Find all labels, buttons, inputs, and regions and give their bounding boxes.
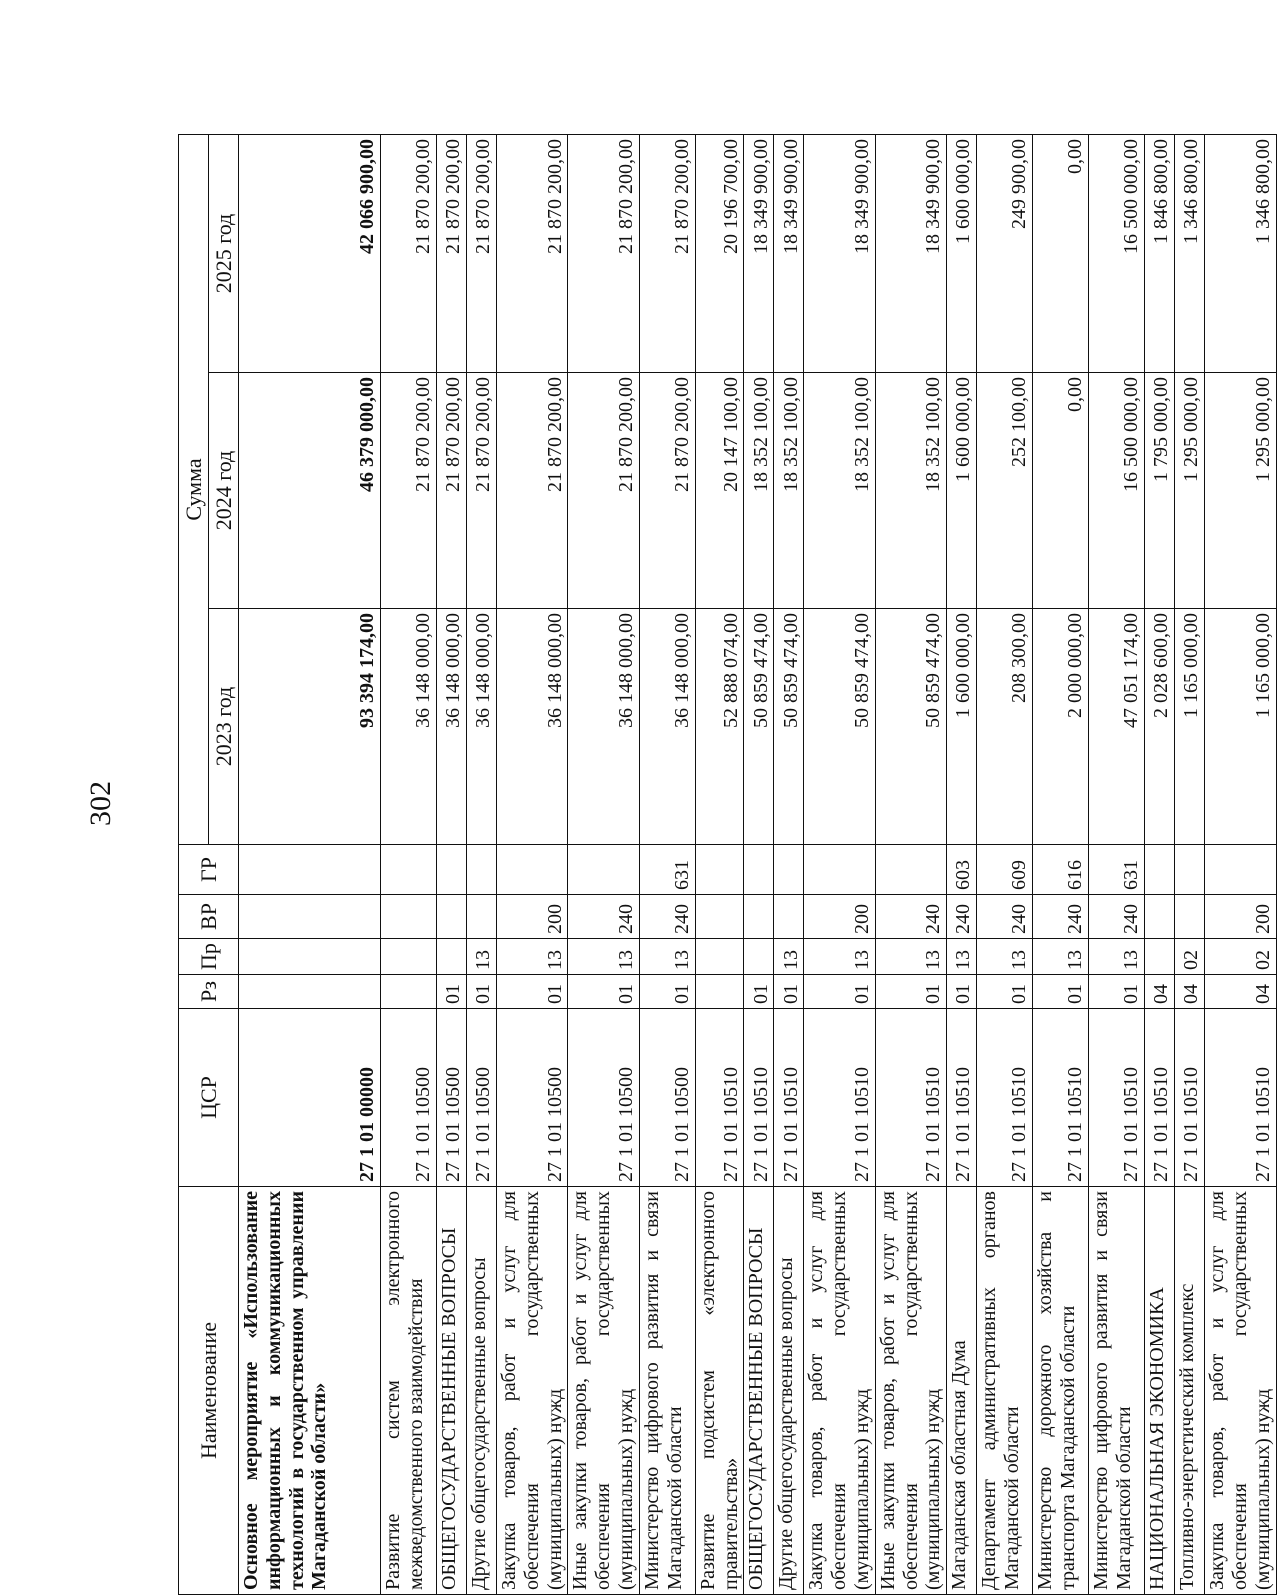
row-amount-2023: 52 888 074,00 <box>695 609 744 845</box>
row-amount-2024: 1 295 000,00 <box>1175 373 1205 609</box>
row-rz <box>239 975 381 1009</box>
header-year-2025: 2025 год <box>209 135 239 373</box>
row-gr: 616 <box>1033 845 1089 895</box>
row-pr <box>695 939 744 975</box>
row-pr: 13 <box>467 939 497 975</box>
row-gr <box>695 845 744 895</box>
table-row <box>774 135 804 1595</box>
table-row <box>695 135 744 1595</box>
row-gr <box>774 845 804 895</box>
row-pr: 13 <box>774 939 804 975</box>
row-amount-2023: 50 859 474,00 <box>804 609 875 845</box>
table-row <box>467 135 497 1595</box>
row-amount-2024: 21 870 200,00 <box>639 373 695 609</box>
row-amount-2025: 21 870 200,00 <box>381 135 437 373</box>
row-amount-2024: 21 870 200,00 <box>568 373 639 609</box>
row-vr: 240 <box>977 895 1033 939</box>
row-amount-2023: 36 148 000,00 <box>467 609 497 845</box>
row-vr: 240 <box>875 895 946 939</box>
row-pr: 02 <box>1175 939 1205 975</box>
row-gr <box>437 845 467 895</box>
row-amount-2023: 36 148 000,00 <box>639 609 695 845</box>
row-amount-2023: 1 600 000,00 <box>947 609 977 845</box>
row-csr: 27 1 01 10510 <box>1033 1009 1089 1187</box>
row-rz: 01 <box>744 975 774 1009</box>
row-rz: 01 <box>1089 975 1145 1009</box>
row-pr: 13 <box>804 939 875 975</box>
row-pr: 13 <box>497 939 568 975</box>
row-gr <box>875 845 946 895</box>
row-amount-2025: 18 349 900,00 <box>875 135 946 373</box>
header-csr: ЦСР <box>179 1009 239 1187</box>
header-gr: ГР <box>179 845 239 895</box>
header-year-2023: 2023 год <box>209 609 239 845</box>
row-vr: 200 <box>1205 895 1276 939</box>
row-amount-2024: 252 100,00 <box>977 373 1033 609</box>
row-gr <box>239 845 381 895</box>
row-pr: 13 <box>1089 939 1145 975</box>
table-row <box>568 135 639 1595</box>
row-vr: 240 <box>947 895 977 939</box>
row-csr: 27 1 01 10510 <box>774 1009 804 1187</box>
row-amount-2024: 1 600 000,00 <box>947 373 977 609</box>
header-rz: Рз <box>179 975 239 1009</box>
row-name: Иные закупки товаров, работ и услуг для обеспечения государственных (муниципальных) нужд <box>568 1187 639 1595</box>
row-pr <box>381 939 437 975</box>
row-amount-2025: 20 196 700,00 <box>695 135 744 373</box>
row-rz: 01 <box>947 975 977 1009</box>
row-amount-2025: 21 870 200,00 <box>639 135 695 373</box>
table-row <box>1089 135 1145 1595</box>
row-vr <box>437 895 467 939</box>
row-gr <box>568 845 639 895</box>
row-csr: 27 1 01 10500 <box>381 1009 437 1187</box>
header-name: Наименование <box>179 1187 239 1595</box>
row-vr: 240 <box>1089 895 1145 939</box>
row-gr <box>497 845 568 895</box>
table-row <box>875 135 946 1595</box>
table-row <box>437 135 467 1595</box>
row-amount-2025: 1 600 000,00 <box>947 135 977 373</box>
row-rz: 01 <box>1033 975 1089 1009</box>
table-row <box>744 135 774 1595</box>
row-amount-2025: 18 349 900,00 <box>744 135 774 373</box>
table-row <box>804 135 875 1595</box>
header-vr: ВР <box>179 895 239 939</box>
row-name: Магаданская областная Дума <box>947 1187 977 1595</box>
row-pr: 13 <box>875 939 946 975</box>
row-amount-2025: 1 346 800,00 <box>1175 135 1205 373</box>
row-name: Департамент административных органов Магаданской области <box>977 1187 1033 1595</box>
row-vr <box>744 895 774 939</box>
row-name: Министерство цифрового развития и связи Магаданской области <box>639 1187 695 1595</box>
header-sum: Сумма <box>179 135 209 845</box>
table-row <box>1205 135 1276 1595</box>
row-gr <box>467 845 497 895</box>
row-csr: 27 1 01 10500 <box>467 1009 497 1187</box>
row-name: Основное мероприятие «Использование информационных и коммуникационных технологий в государственном управлении Магаданской области» <box>239 1187 381 1595</box>
row-gr: 631 <box>639 845 695 895</box>
header-year-2024: 2024 год <box>209 373 239 609</box>
row-csr: 27 1 01 10510 <box>744 1009 774 1187</box>
row-csr: 27 1 01 10510 <box>1175 1009 1205 1187</box>
row-vr <box>239 895 381 939</box>
row-vr: 240 <box>639 895 695 939</box>
row-pr: 02 <box>1205 939 1276 975</box>
row-pr: 13 <box>947 939 977 975</box>
row-amount-2025: 0,00 <box>1033 135 1089 373</box>
row-pr: 13 <box>1033 939 1089 975</box>
row-gr <box>1145 845 1175 895</box>
row-vr <box>1145 895 1175 939</box>
row-amount-2023: 50 859 474,00 <box>875 609 946 845</box>
row-amount-2025: 18 349 900,00 <box>774 135 804 373</box>
table-row <box>497 135 568 1595</box>
row-gr <box>744 845 774 895</box>
row-amount-2024: 16 500 000,00 <box>1089 373 1145 609</box>
row-csr: 27 1 01 10510 <box>804 1009 875 1187</box>
row-csr: 27 1 01 10510 <box>695 1009 744 1187</box>
row-vr: 240 <box>1033 895 1089 939</box>
row-rz: 01 <box>977 975 1033 1009</box>
budget-table-container <box>178 135 1274 1595</box>
row-pr <box>744 939 774 975</box>
table-row <box>639 135 695 1595</box>
row-name: Министерство дорожного хозяйства и транспорта Магаданской области <box>1033 1187 1089 1595</box>
row-rz: 04 <box>1205 975 1276 1009</box>
row-gr <box>1205 845 1276 895</box>
row-amount-2024: 20 147 100,00 <box>695 373 744 609</box>
row-rz: 01 <box>875 975 946 1009</box>
row-csr: 27 1 01 10510 <box>1089 1009 1145 1187</box>
row-rz: 04 <box>1175 975 1205 1009</box>
row-rz: 01 <box>774 975 804 1009</box>
row-amount-2024: 21 870 200,00 <box>437 373 467 609</box>
table-row <box>1175 135 1205 1595</box>
row-amount-2025: 18 349 900,00 <box>804 135 875 373</box>
row-rz <box>695 975 744 1009</box>
row-rz: 01 <box>467 975 497 1009</box>
row-amount-2023: 36 148 000,00 <box>497 609 568 845</box>
row-pr: 13 <box>977 939 1033 975</box>
row-amount-2025: 21 870 200,00 <box>467 135 497 373</box>
row-amount-2024: 18 352 100,00 <box>875 373 946 609</box>
row-amount-2023: 47 051 174,00 <box>1089 609 1145 845</box>
row-vr <box>1175 895 1205 939</box>
row-name: Закупка товаров, работ и услуг для обеспечения государственных (муниципальных) нужд <box>1205 1187 1276 1595</box>
budget-table <box>178 134 1277 1595</box>
row-pr: 13 <box>568 939 639 975</box>
row-amount-2025: 42 066 900,00 <box>239 135 381 373</box>
row-amount-2023: 93 394 174,00 <box>239 609 381 845</box>
row-gr <box>804 845 875 895</box>
row-vr <box>467 895 497 939</box>
row-amount-2024: 21 870 200,00 <box>467 373 497 609</box>
table-row <box>1145 135 1175 1595</box>
row-name: НАЦИОНАЛЬНАЯ ЭКОНОМИКА <box>1145 1187 1175 1595</box>
row-vr <box>695 895 744 939</box>
row-amount-2023: 1 165 000,00 <box>1205 609 1276 845</box>
row-amount-2024: 1 795 000,00 <box>1145 373 1175 609</box>
table-body <box>239 135 1277 1595</box>
row-gr: 631 <box>1089 845 1145 895</box>
row-amount-2023: 208 300,00 <box>977 609 1033 845</box>
row-name: Закупка товаров, работ и услуг для обеспечения государственных (муниципальных) нужд <box>804 1187 875 1595</box>
row-amount-2024: 1 295 000,00 <box>1205 373 1276 609</box>
table-row <box>239 135 381 1595</box>
table-row <box>977 135 1033 1595</box>
row-csr: 27 1 01 10510 <box>1145 1009 1175 1187</box>
row-rz: 01 <box>437 975 467 1009</box>
row-vr: 200 <box>804 895 875 939</box>
row-name: Развитие подсистем «электронного правительства» <box>695 1187 744 1595</box>
row-amount-2023: 36 148 000,00 <box>568 609 639 845</box>
row-csr: 27 1 01 10500 <box>437 1009 467 1187</box>
row-rz: 01 <box>804 975 875 1009</box>
row-amount-2025: 249 900,00 <box>977 135 1033 373</box>
row-name: Другие общегосударственные вопросы <box>467 1187 497 1595</box>
row-name: Иные закупки товаров, работ и услуг для обеспечения государственных (муниципальных) нужд <box>875 1187 946 1595</box>
row-amount-2024: 21 870 200,00 <box>381 373 437 609</box>
row-csr: 27 1 01 10500 <box>497 1009 568 1187</box>
row-amount-2025: 21 870 200,00 <box>437 135 467 373</box>
row-amount-2025: 21 870 200,00 <box>568 135 639 373</box>
row-amount-2023: 1 165 000,00 <box>1175 609 1205 845</box>
row-pr <box>239 939 381 975</box>
row-amount-2025: 16 500 000,00 <box>1089 135 1145 373</box>
row-amount-2025: 21 870 200,00 <box>497 135 568 373</box>
row-amount-2024: 0,00 <box>1033 373 1089 609</box>
row-csr: 27 1 01 10510 <box>875 1009 946 1187</box>
row-amount-2024: 18 352 100,00 <box>774 373 804 609</box>
row-name: Закупка товаров, работ и услуг для обеспечения государственных (муниципальных) нужд <box>497 1187 568 1595</box>
row-amount-2023: 36 148 000,00 <box>381 609 437 845</box>
row-csr: 27 1 01 10510 <box>1205 1009 1276 1187</box>
row-amount-2024: 18 352 100,00 <box>804 373 875 609</box>
row-amount-2023: 36 148 000,00 <box>437 609 467 845</box>
row-amount-2024: 18 352 100,00 <box>744 373 774 609</box>
row-amount-2023: 50 859 474,00 <box>774 609 804 845</box>
row-name: Другие общегосударственные вопросы <box>774 1187 804 1595</box>
row-csr: 27 1 01 10500 <box>639 1009 695 1187</box>
row-pr <box>437 939 467 975</box>
table-row <box>1033 135 1089 1595</box>
row-amount-2023: 50 859 474,00 <box>744 609 774 845</box>
row-rz: 01 <box>568 975 639 1009</box>
row-gr: 609 <box>977 845 1033 895</box>
row-amount-2023: 2 028 600,00 <box>1145 609 1175 845</box>
row-name: ОБЩЕГОСУДАРСТВЕННЫЕ ВОПРОСЫ <box>437 1187 467 1595</box>
row-csr: 27 1 01 10510 <box>947 1009 977 1187</box>
page-number: 302 <box>84 781 117 826</box>
row-vr <box>381 895 437 939</box>
table-row <box>947 135 977 1595</box>
row-amount-2024: 21 870 200,00 <box>497 373 568 609</box>
row-rz <box>381 975 437 1009</box>
row-pr: 13 <box>639 939 695 975</box>
row-amount-2024: 46 379 000,00 <box>239 373 381 609</box>
row-csr: 27 1 01 10510 <box>977 1009 1033 1187</box>
row-name: Топливно-энергетический комплекс <box>1175 1187 1205 1595</box>
row-name: Развитие систем электронного межведомственного взаимодействия <box>381 1187 437 1595</box>
row-rz: 01 <box>497 975 568 1009</box>
row-rz: 04 <box>1145 975 1175 1009</box>
row-amount-2025: 1 346 800,00 <box>1205 135 1276 373</box>
row-vr <box>774 895 804 939</box>
row-name: ОБЩЕГОСУДАРСТВЕННЫЕ ВОПРОСЫ <box>744 1187 774 1595</box>
table-row <box>381 135 437 1595</box>
row-rz: 01 <box>639 975 695 1009</box>
row-pr <box>1145 939 1175 975</box>
row-vr: 200 <box>497 895 568 939</box>
header-pr: Пр <box>179 939 239 975</box>
row-amount-2025: 1 846 800,00 <box>1145 135 1175 373</box>
row-name: Министерство цифрового развития и связи Магаданской области <box>1089 1187 1145 1595</box>
row-vr: 240 <box>568 895 639 939</box>
row-gr <box>1175 845 1205 895</box>
row-amount-2023: 2 000 000,00 <box>1033 609 1089 845</box>
row-csr: 27 1 01 00000 <box>239 1009 381 1187</box>
row-gr: 603 <box>947 845 977 895</box>
row-csr: 27 1 01 10500 <box>568 1009 639 1187</box>
row-gr <box>381 845 437 895</box>
